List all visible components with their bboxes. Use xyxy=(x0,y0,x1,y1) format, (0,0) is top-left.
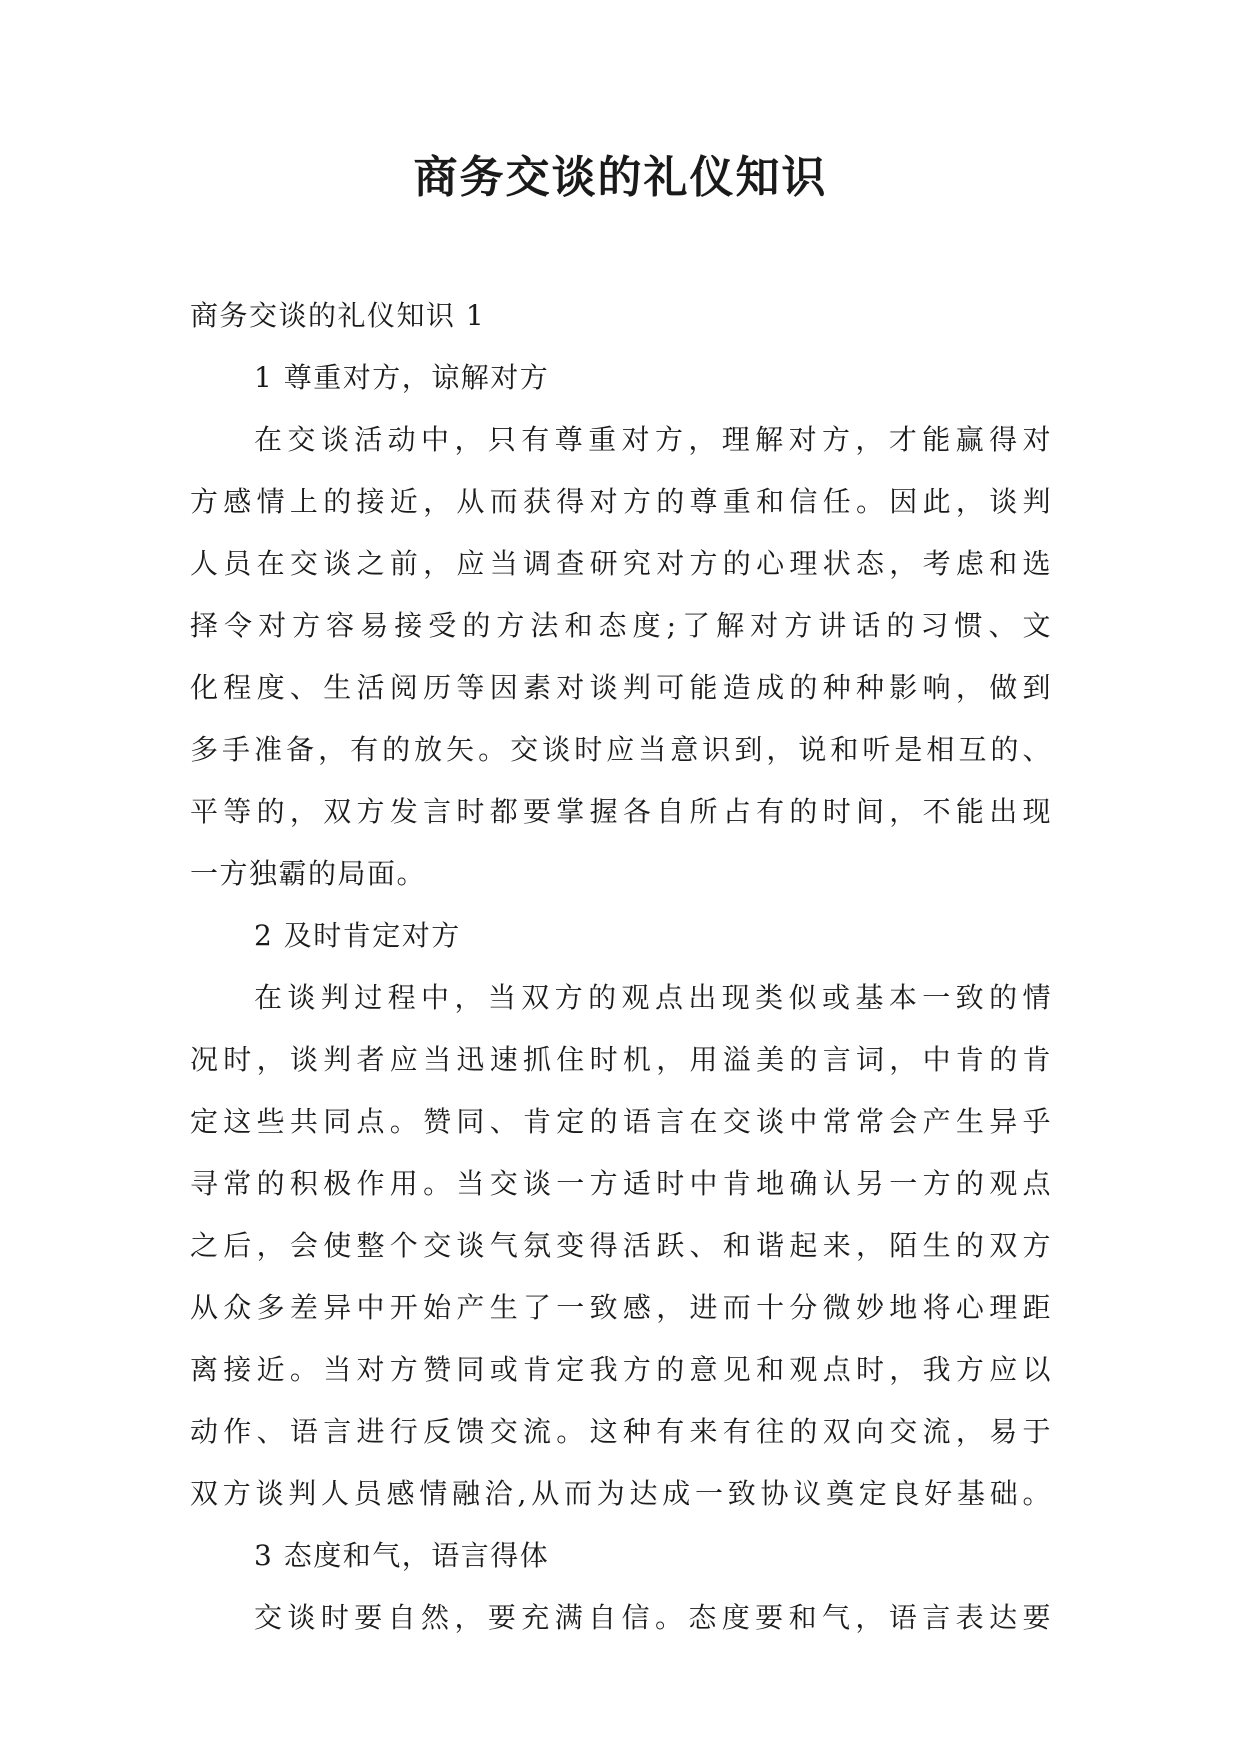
paragraph-line: 在交谈活动中，只有尊重对方，理解对方，才能赢得对 xyxy=(254,423,1052,456)
paragraph-line: 择令对方容易接受的方法和态度;了解对方讲话的习惯、文 xyxy=(190,609,1052,642)
paragraph-line: 从众多差异中开始产生了一致感，进而十分微妙地将心理距 xyxy=(190,1291,1052,1324)
paragraph-line: 定这些共同点。赞同、肯定的语言在交谈中常常会产生异乎 xyxy=(190,1105,1052,1138)
paragraph-line: 双方谈判人员感情融洽,从而为达成一致协议奠定良好基础。 xyxy=(190,1477,1052,1510)
document-title: 商务交谈的礼仪知识 xyxy=(413,152,828,203)
section-heading: 商务交谈的礼仪知识 1 xyxy=(190,299,486,332)
paragraph-line: 况时，谈判者应当迅速抓住时机，用溢美的言词，中肯的肯 xyxy=(190,1043,1052,1076)
subsection-heading: 1 尊重对方，谅解对方 xyxy=(254,361,550,394)
paragraph-line: 一方独霸的局面。 xyxy=(190,857,427,890)
paragraph-line: 离接近。当对方赞同或肯定我方的意见和观点时，我方应以 xyxy=(190,1353,1052,1386)
paragraph-line: 之后，会使整个交谈气氛变得活跃、和谐起来，陌生的双方 xyxy=(190,1229,1052,1262)
subsection-heading: 3 态度和气，语言得体 xyxy=(254,1539,550,1572)
paragraph-line: 寻常的积极作用。当交谈一方适时中肯地确认另一方的观点 xyxy=(190,1167,1052,1200)
paragraph-line: 化程度、生活阅历等因素对谈判可能造成的种种影响，做到 xyxy=(190,671,1052,704)
document-body xyxy=(190,285,1052,1649)
paragraph-line: 动作、语言进行反馈交流。这种有来有往的双向交流，易于 xyxy=(190,1415,1052,1448)
paragraph-line: 平等的，双方发言时都要掌握各自所占有的时间，不能出现 xyxy=(190,795,1052,828)
subsection-heading: 2 及时肯定对方 xyxy=(254,919,461,952)
paragraph-line: 交谈时要自然，要充满自信。态度要和气，语言表达要 xyxy=(254,1601,1052,1634)
paragraph-line: 多手准备，有的放矢。交谈时应当意识到，说和听是相互的、 xyxy=(190,733,1052,766)
paragraph-line: 人员在交谈之前，应当调查研究对方的心理状态，考虑和选 xyxy=(190,547,1052,580)
paragraph-line: 方感情上的接近，从而获得对方的尊重和信任。因此，谈判 xyxy=(190,485,1052,518)
paragraph-line: 在谈判过程中，当双方的观点出现类似或基本一致的情 xyxy=(254,981,1052,1014)
